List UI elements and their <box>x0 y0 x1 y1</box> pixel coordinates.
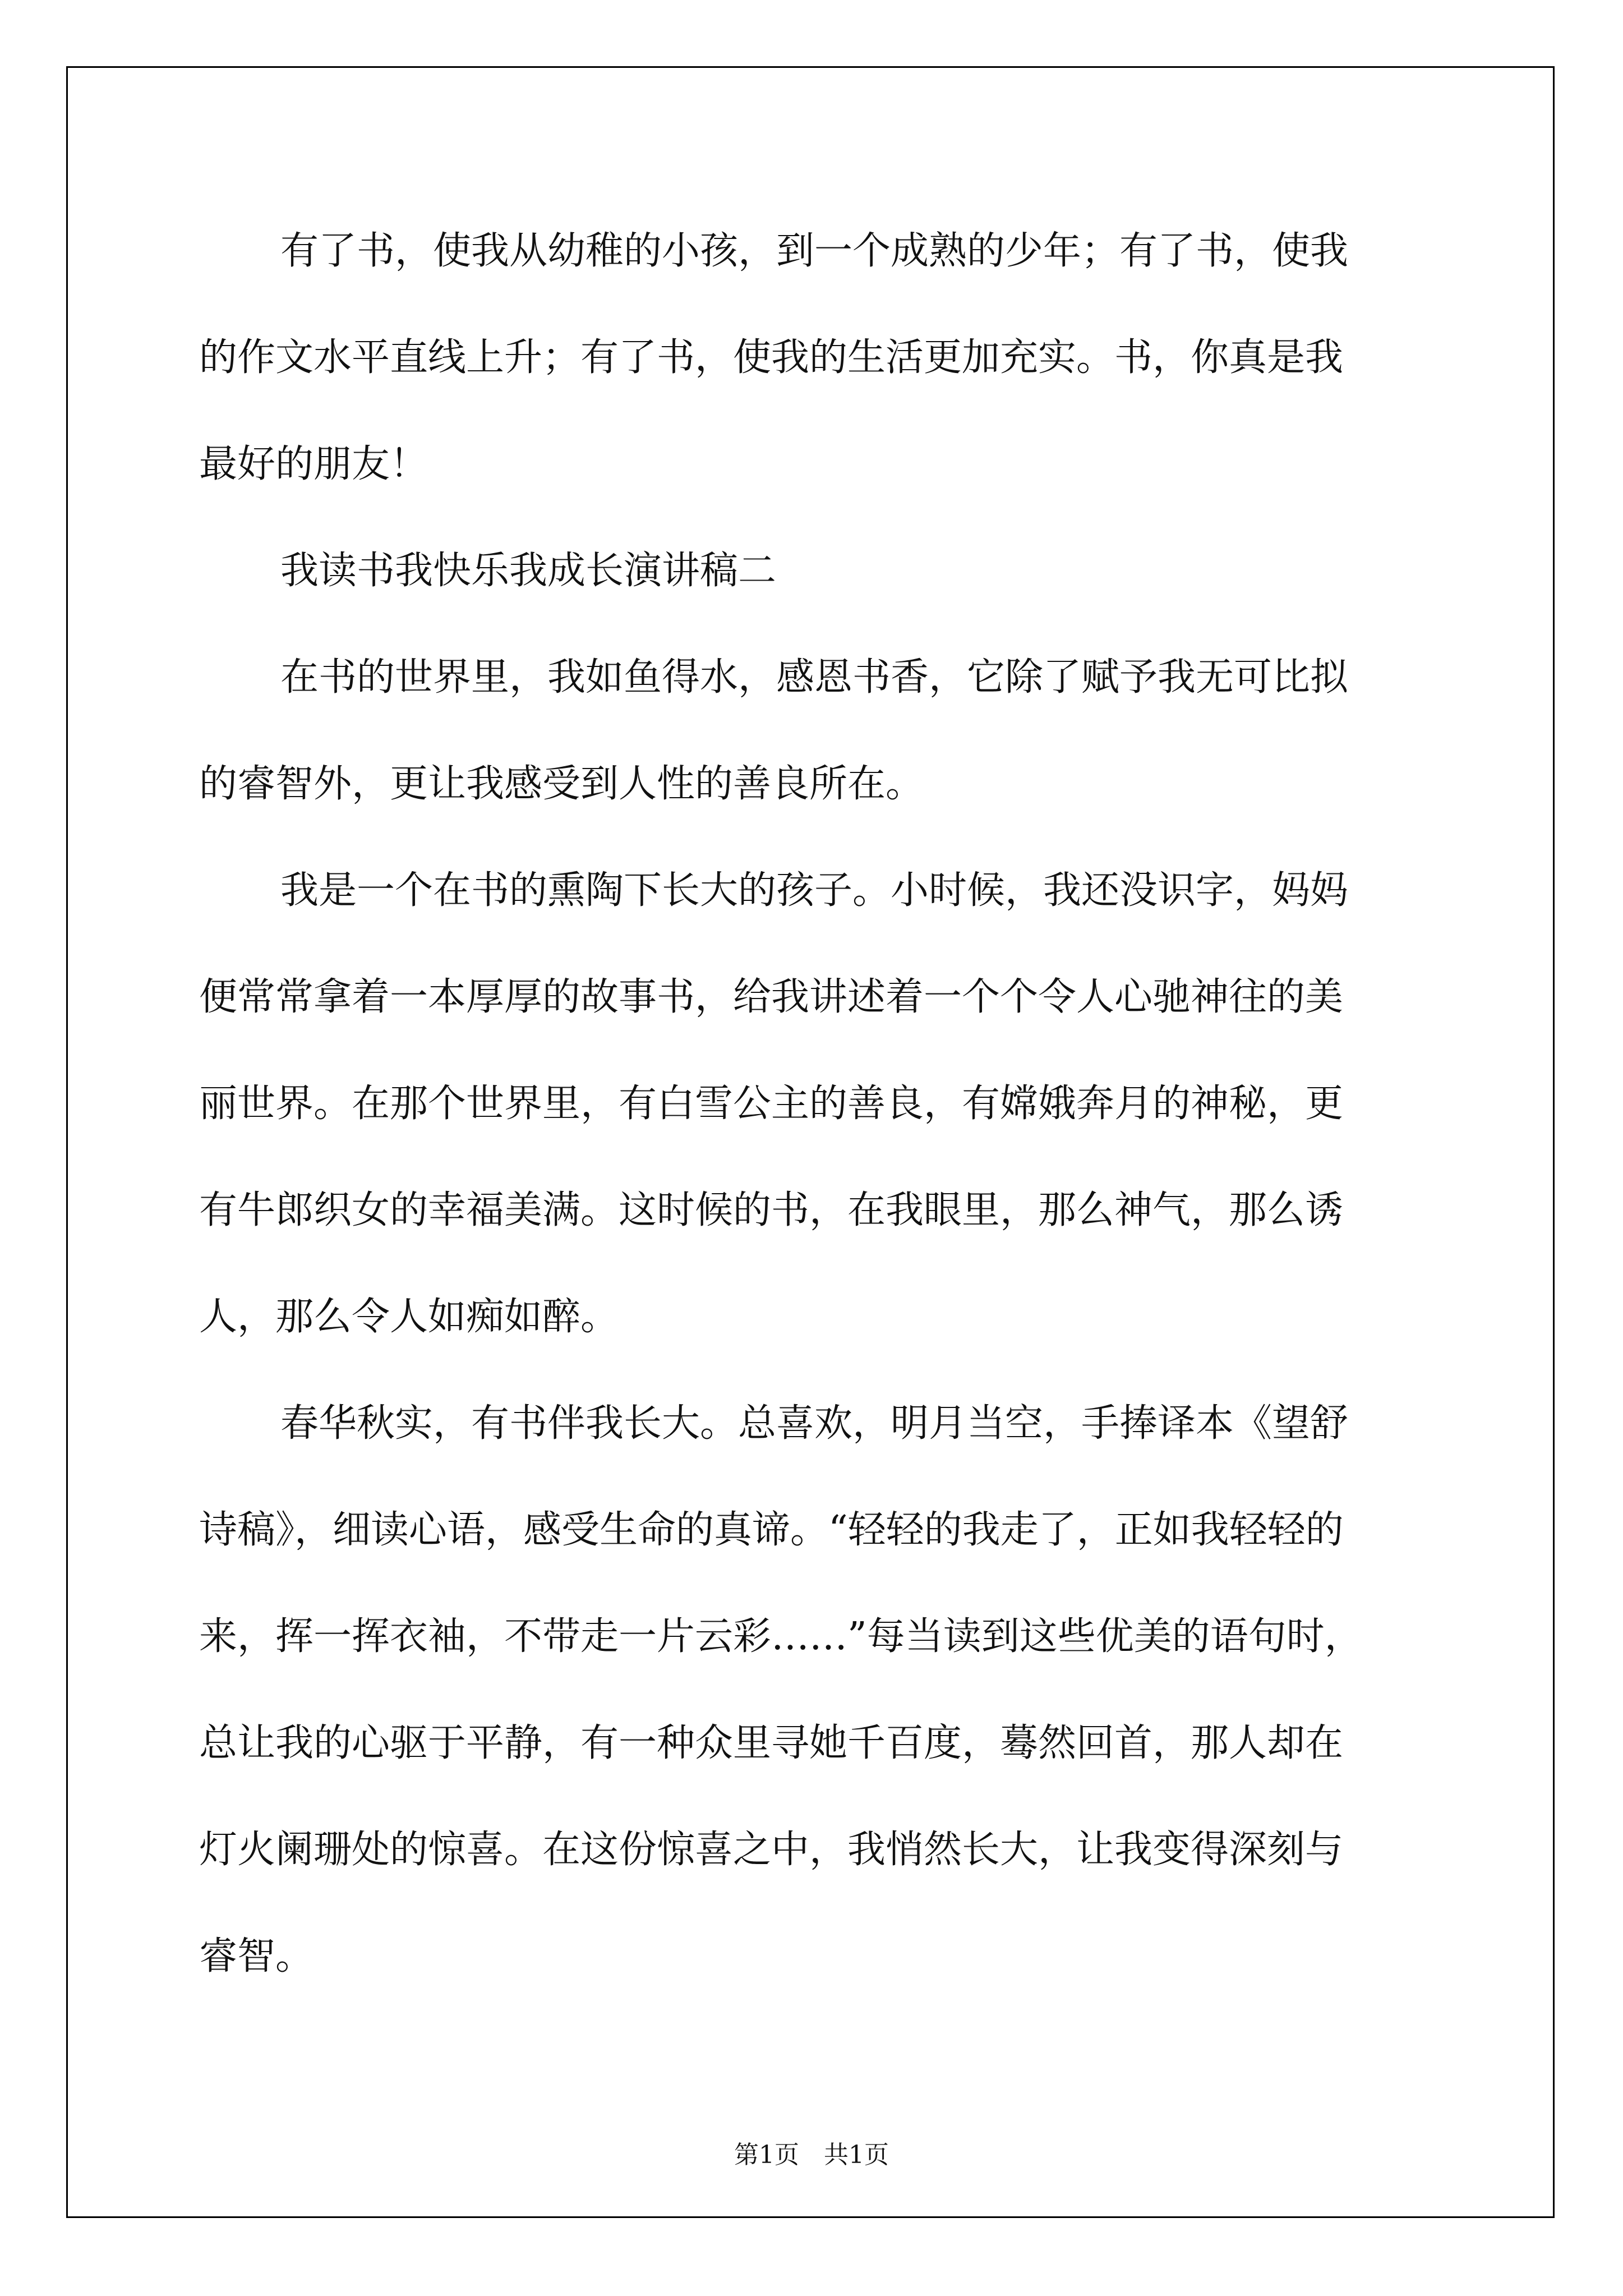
paragraph-3-line-5: 人，那么令人如痴如醉。 <box>199 1295 619 1339</box>
page-border <box>66 66 1555 2218</box>
paragraph-3-line-1: 我是一个在书的熏陶下长大的孩子。小时候，我还没识字，妈妈 <box>280 868 1349 913</box>
paragraph-1-line-2: 的作文水平直线上升；有了书，使我的生活更加充实。书，你真是我 <box>199 335 1344 380</box>
paragraph-3-line-2: 便常常拿着一本厚厚的故事书，给我讲述着一个个令人心驰神往的美 <box>199 975 1344 1019</box>
paragraph-1-line-1: 有了书，使我从幼稚的小孩，到一个成熟的少年；有了书，使我 <box>280 229 1349 273</box>
paragraph-2-line-1: 在书的世界里，我如鱼得水，感恩书香，它除了赋予我无可比拟 <box>280 655 1349 700</box>
paragraph-4-line-6: 睿智。 <box>199 1934 314 1978</box>
paragraph-4-line-1: 春华秋实，有书伴我长大。总喜欢，明月当空，手捧译本《望舒 <box>280 1401 1349 1446</box>
paragraph-4-line-5: 灯火阑珊处的惊喜。在这份惊喜之中，我悄然长大，让我变得深刻与 <box>199 1828 1344 1872</box>
paragraph-1-line-3: 最好的朋友！ <box>199 442 428 486</box>
paragraph-3-line-3: 丽世界。在那个世界里，有白雪公主的善良，有嫦娥奔月的神秘，更 <box>199 1082 1344 1126</box>
paragraph-2-line-2: 的睿智外，更让我感受到人性的善良所在。 <box>199 762 924 806</box>
page-footer: 第1页 共1页 <box>734 2141 889 2169</box>
paragraph-3-line-4: 有牛郎织女的幸福美满。这时候的书，在我眼里，那么神气，那么诱 <box>199 1188 1344 1232</box>
section-heading: 我读书我快乐我成长演讲稿二 <box>280 549 777 593</box>
paragraph-4-line-2: 诗稿》，细读心语，感受生命的真谛。“轻轻的我走了，正如我轻轻的 <box>199 1508 1344 1552</box>
paragraph-4-line-4: 总让我的心驱于平静，有一种众里寻她千百度，蓦然回首，那人却在 <box>199 1721 1344 1765</box>
paragraph-4-line-3: 来，挥一挥衣袖，不带走一片云彩……”每当读到这些优美的语句时， <box>199 1614 1363 1659</box>
